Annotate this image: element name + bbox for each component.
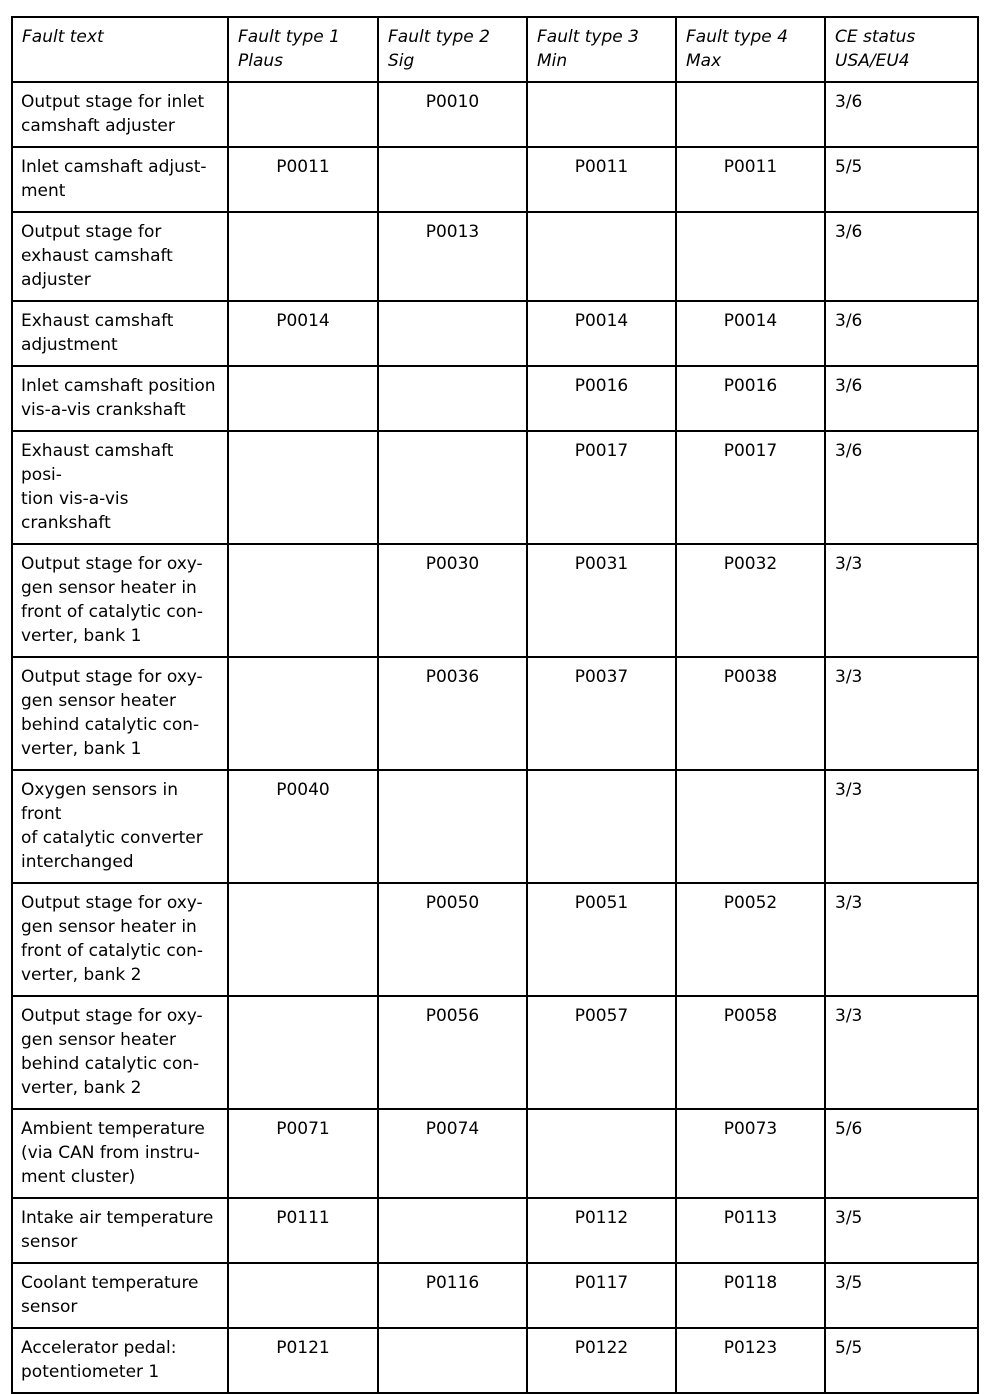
cell-ce-status: 3/3 [825,996,978,1109]
cell-fault-text: Output stage for exhaust camshaft adjuster [12,212,228,301]
cell-fault-type-3 [527,1109,676,1198]
cell-fault-type-4: P0017 [676,431,825,544]
table-row [12,883,978,996]
cell-fault-type-2 [378,1198,527,1263]
header-ce-status: CE status USA/EU4 [825,17,978,82]
cell-fault-type-2 [378,301,527,366]
cell-fault-type-1 [228,1263,378,1328]
table-row [12,301,978,366]
cell-ce-status: 5/5 [825,147,978,212]
cell-fault-type-2: P0010 [378,82,527,147]
cell-fault-type-3: P0011 [527,147,676,212]
table-row [12,212,978,301]
cell-fault-type-1 [228,431,378,544]
header-fault-text: Fault text [12,17,228,82]
header-fault-type-3: Fault type 3 Min [527,17,676,82]
cell-fault-text: Accelerator pedal: potentiometer 1 [12,1328,228,1393]
cell-fault-text: Output stage for inlet camshaft adjuster [12,82,228,147]
fault-code-table [11,16,979,1394]
cell-ce-status: 3/3 [825,544,978,657]
cell-fault-type-4: P0123 [676,1328,825,1393]
cell-ce-status: 3/6 [825,301,978,366]
table-row [12,82,978,147]
cell-fault-text: Inlet camshaft adjust- ment [12,147,228,212]
cell-fault-type-3: P0051 [527,883,676,996]
cell-fault-type-1 [228,544,378,657]
cell-ce-status: 3/3 [825,883,978,996]
cell-fault-type-3: P0122 [527,1328,676,1393]
cell-ce-status: 3/6 [825,431,978,544]
cell-fault-text: Output stage for oxy- gen sensor heater behind catalytic con- verter, bank 1 [12,657,228,770]
cell-fault-type-4: P0038 [676,657,825,770]
cell-fault-type-4 [676,212,825,301]
table-row [12,657,978,770]
cell-ce-status: 3/3 [825,657,978,770]
cell-fault-type-1 [228,657,378,770]
cell-fault-text: Output stage for oxy- gen sensor heater in front of catalytic con- verter, bank 2 [12,883,228,996]
cell-ce-status: 3/6 [825,212,978,301]
cell-fault-type-4: P0014 [676,301,825,366]
cell-fault-type-1 [228,366,378,431]
cell-fault-type-3 [527,82,676,147]
header-fault-type-2: Fault type 2 Sig [378,17,527,82]
cell-fault-text: Ambient temperature (via CAN from instru- ment cluster) [12,1109,228,1198]
cell-fault-type-4: P0118 [676,1263,825,1328]
cell-fault-type-4: P0016 [676,366,825,431]
cell-ce-status: 3/6 [825,82,978,147]
cell-fault-text: Output stage for oxy- gen sensor heater behind catalytic con- verter, bank 2 [12,996,228,1109]
cell-ce-status: 3/3 [825,770,978,883]
cell-fault-type-1 [228,996,378,1109]
cell-fault-text: Coolant temperature sensor [12,1263,228,1328]
cell-fault-type-1: P0040 [228,770,378,883]
cell-fault-type-2: P0013 [378,212,527,301]
table-row [12,431,978,544]
cell-fault-type-3: P0057 [527,996,676,1109]
cell-fault-type-4: P0058 [676,996,825,1109]
cell-fault-type-2: P0030 [378,544,527,657]
table-row [12,1328,978,1393]
table-header-row [12,17,978,82]
cell-fault-type-3: P0117 [527,1263,676,1328]
header-fault-type-4: Fault type 4 Max [676,17,825,82]
cell-fault-type-3: P0014 [527,301,676,366]
cell-fault-text: Exhaust camshaft adjustment [12,301,228,366]
cell-fault-type-2 [378,431,527,544]
cell-fault-type-2 [378,770,527,883]
cell-fault-type-3: P0112 [527,1198,676,1263]
cell-fault-type-1: P0014 [228,301,378,366]
cell-fault-type-3 [527,770,676,883]
cell-ce-status: 3/5 [825,1263,978,1328]
cell-fault-type-1: P0111 [228,1198,378,1263]
cell-fault-text: Output stage for oxy- gen sensor heater in front of catalytic con- verter, bank 1 [12,544,228,657]
cell-fault-type-2: P0074 [378,1109,527,1198]
cell-fault-type-2: P0036 [378,657,527,770]
cell-fault-type-1: P0121 [228,1328,378,1393]
cell-ce-status: 5/5 [825,1328,978,1393]
cell-ce-status: 3/5 [825,1198,978,1263]
cell-fault-type-1: P0011 [228,147,378,212]
cell-fault-type-1 [228,212,378,301]
table-row [12,544,978,657]
cell-fault-type-3: P0031 [527,544,676,657]
cell-fault-type-2: P0050 [378,883,527,996]
cell-fault-text: Inlet camshaft position vis-a-vis crankshaft [12,366,228,431]
table-row [12,147,978,212]
cell-fault-type-3 [527,212,676,301]
cell-fault-type-4 [676,82,825,147]
cell-fault-text: Oxygen sensors in front of catalytic converter interchanged [12,770,228,883]
table-row [12,1263,978,1328]
table-row [12,1198,978,1263]
cell-fault-type-2 [378,147,527,212]
cell-fault-type-1: P0071 [228,1109,378,1198]
cell-ce-status: 3/6 [825,366,978,431]
table-row [12,366,978,431]
header-fault-type-1: Fault type 1 Plaus [228,17,378,82]
cell-fault-type-2: P0056 [378,996,527,1109]
cell-fault-text: Intake air temperature sensor [12,1198,228,1263]
cell-fault-type-4: P0032 [676,544,825,657]
cell-fault-type-3: P0017 [527,431,676,544]
cell-fault-type-4 [676,770,825,883]
cell-fault-type-4: P0073 [676,1109,825,1198]
cell-fault-type-2 [378,366,527,431]
cell-fault-type-4: P0113 [676,1198,825,1263]
table-row [12,996,978,1109]
cell-fault-type-4: P0052 [676,883,825,996]
cell-fault-type-2 [378,1328,527,1393]
cell-fault-text: Exhaust camshaft posi- tion vis-a-vis crankshaft [12,431,228,544]
cell-fault-type-4: P0011 [676,147,825,212]
cell-fault-type-3: P0016 [527,366,676,431]
table-row [12,770,978,883]
cell-fault-type-1 [228,883,378,996]
cell-fault-type-3: P0037 [527,657,676,770]
cell-fault-type-1 [228,82,378,147]
cell-ce-status: 5/6 [825,1109,978,1198]
cell-fault-type-2: P0116 [378,1263,527,1328]
table-row [12,1109,978,1198]
